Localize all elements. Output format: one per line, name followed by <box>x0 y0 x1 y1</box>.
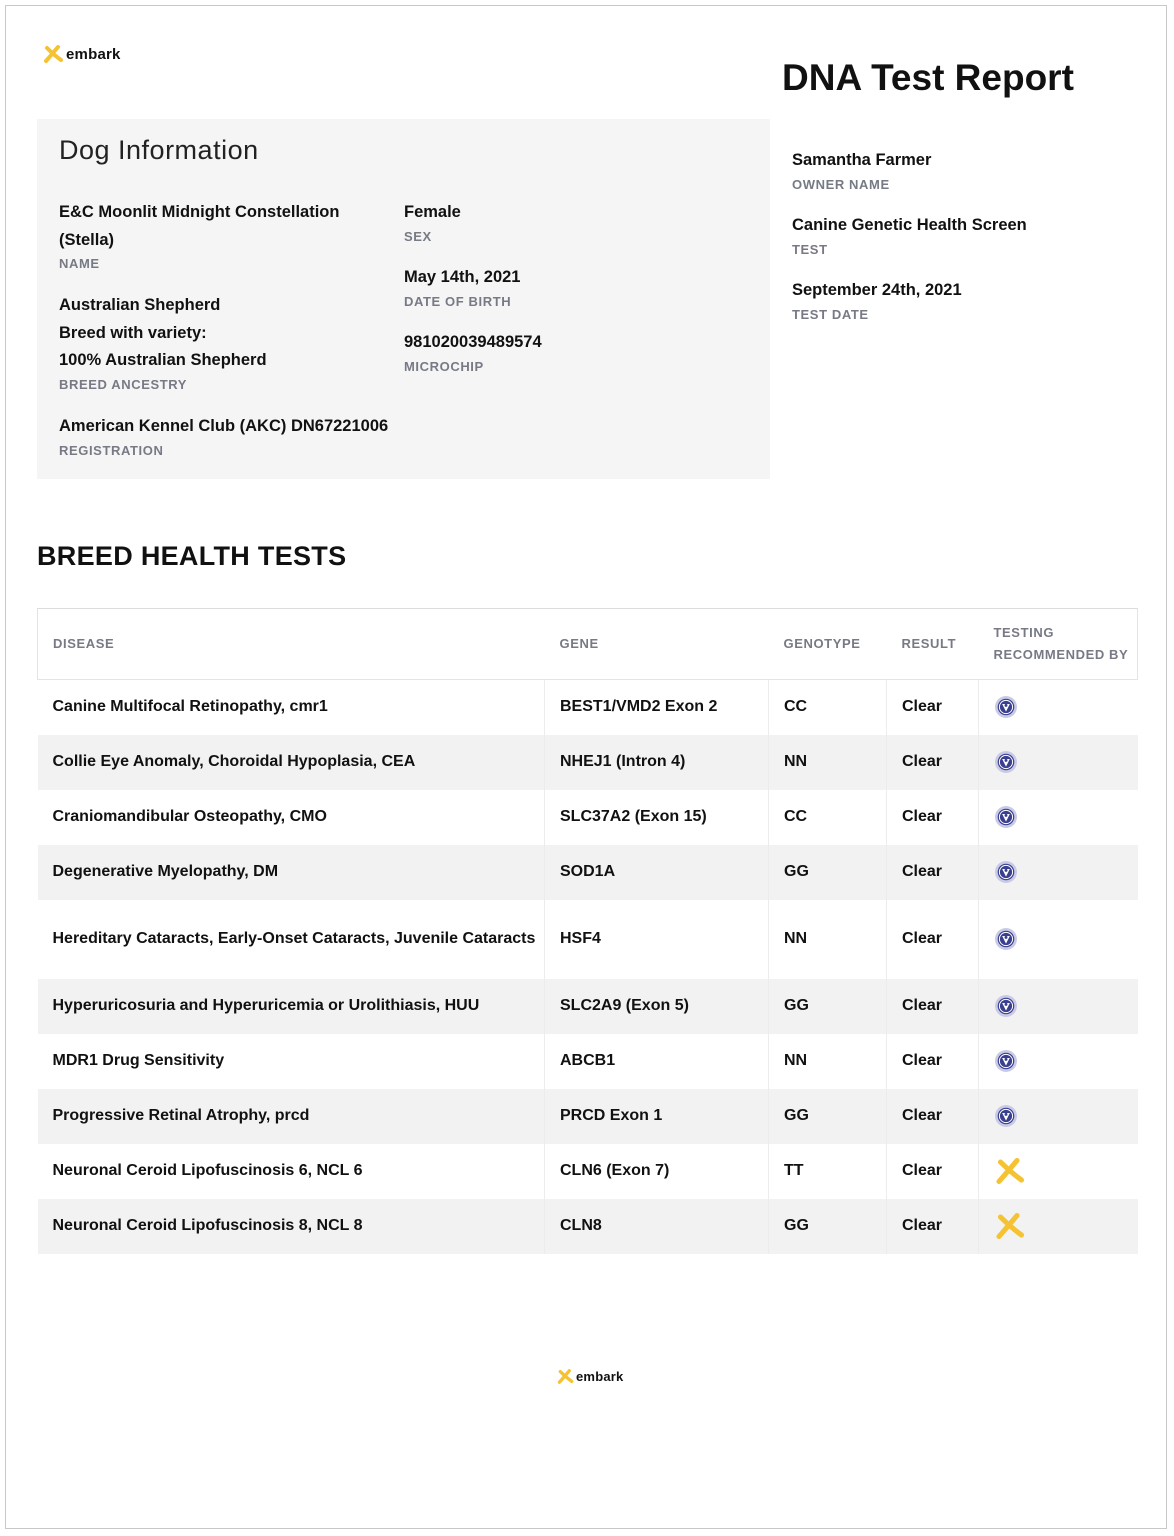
sex-field <box>404 199 461 245</box>
gene-cell: NHEJ1 (Intron 4) <box>545 735 769 790</box>
test-field <box>792 212 1027 258</box>
date-of-birth-value: May 14th, 2021 <box>404 268 521 286</box>
registration-value: American Kennel Club (AKC) DN67221006 <box>59 417 389 435</box>
column-header-gene: GENE <box>545 609 769 680</box>
disease-cell: Craniomandibular Osteopathy, CMO <box>38 790 545 845</box>
result-cell: Clear <box>887 1089 979 1144</box>
dog-information-card <box>37 119 770 479</box>
report-title: DNA Test Report <box>782 57 1074 98</box>
column-header-genotype: GENOTYPE <box>769 609 887 680</box>
column-header-disease: DISEASE <box>38 609 545 680</box>
date-of-birth-label: DATE OF BIRTH <box>404 293 512 309</box>
genotype-cell: GG <box>769 1089 887 1144</box>
table-row <box>38 979 1138 1034</box>
gene-cell: PRCD Exon 1 <box>545 1089 769 1144</box>
disease-cell: Hereditary Cataracts, Early-Onset Cataracts, Juvenile Cataracts <box>38 900 545 979</box>
disease-cell: Neuronal Ceroid Lipofuscinosis 8, NCL 8 <box>38 1199 545 1254</box>
test-date-label: TEST DATE <box>792 306 869 322</box>
column-header-recommended-by <box>979 609 1138 680</box>
genotype-cell: GG <box>769 1199 887 1254</box>
disease-cell: Hyperuricosuria and Hyperuricemia or Urolithiasis, HUU <box>38 979 545 1034</box>
disease-cell: MDR1 Drug Sensitivity <box>38 1034 545 1089</box>
breed-club-seal-icon <box>994 1107 1018 1124</box>
genotype-cell: TT <box>769 1144 887 1199</box>
recommended-by-cell <box>979 845 1138 900</box>
breed-club-seal-icon <box>994 1052 1018 1069</box>
genotype-cell: GG <box>769 845 887 900</box>
embark-footer-logo <box>557 1368 623 1385</box>
result-cell: Clear <box>887 1199 979 1254</box>
recommended-by-cell <box>979 900 1138 979</box>
genotype-cell: CC <box>769 790 887 845</box>
table-row <box>38 1199 1138 1254</box>
result-cell: Clear <box>887 790 979 845</box>
owner-name-label: OWNER NAME <box>792 176 890 192</box>
table-row <box>38 1089 1138 1144</box>
gene-cell: SOD1A <box>545 845 769 900</box>
gene-cell: HSF4 <box>545 900 769 979</box>
dog-name-value-line2: (Stella) <box>59 230 115 249</box>
embark-logo-icon <box>557 1368 575 1385</box>
recommended-by-cell <box>979 790 1138 845</box>
breed-club-seal-icon <box>994 997 1018 1014</box>
breed-ancestry-field <box>59 292 267 393</box>
table-row <box>38 1034 1138 1089</box>
gene-cell: BEST1/VMD2 Exon 2 <box>545 680 769 735</box>
genotype-cell: CC <box>769 680 887 735</box>
date-of-birth-field <box>404 264 520 310</box>
recommended-by-cell <box>979 979 1138 1034</box>
disease-cell: Neuronal Ceroid Lipofuscinosis 6, NCL 6 <box>38 1144 545 1199</box>
table-row <box>38 1144 1138 1199</box>
owner-name-value: Samantha Farmer <box>792 151 932 169</box>
recommended-by-cell <box>979 1034 1138 1089</box>
recommended-by-cell <box>979 1144 1138 1199</box>
test-value: Canine Genetic Health Screen <box>792 216 1027 234</box>
breed-club-seal-icon <box>994 863 1018 880</box>
table-row <box>38 900 1138 979</box>
table-row <box>38 735 1138 790</box>
disease-cell: Progressive Retinal Atrophy, prcd <box>38 1089 545 1144</box>
gene-cell: CLN6 (Exon 7) <box>545 1144 769 1199</box>
breed-club-seal-icon <box>994 930 1018 947</box>
result-cell: Clear <box>887 1034 979 1089</box>
sex-label: SEX <box>404 228 432 244</box>
genotype-cell: NN <box>769 735 887 790</box>
breed-health-tests-title: BREED HEALTH TESTS <box>37 541 347 571</box>
genotype-cell: NN <box>769 1034 887 1089</box>
owner-name-field <box>792 147 931 193</box>
result-cell: Clear <box>887 735 979 790</box>
result-cell: Clear <box>887 845 979 900</box>
test-date-value: September 24th, 2021 <box>792 281 962 299</box>
recommended-by-cell <box>979 680 1138 735</box>
embark-logo-icon <box>43 44 65 64</box>
table-row <box>38 790 1138 845</box>
recommended-by-cell <box>979 1089 1138 1144</box>
report-page <box>5 5 1167 1529</box>
result-cell: Clear <box>887 979 979 1034</box>
embark-logo-icon <box>994 1217 1028 1234</box>
breed-value-line2: Breed with variety: <box>59 323 207 342</box>
gene-cell: ABCB1 <box>545 1034 769 1089</box>
recommended-by-cell <box>979 1199 1138 1254</box>
gene-cell: SLC37A2 (Exon 15) <box>545 790 769 845</box>
breed-club-seal-icon <box>994 698 1018 715</box>
table-header-row <box>38 609 1138 680</box>
recommended-header-line2: RECOMMENDED BY <box>993 647 1129 662</box>
gene-cell: CLN8 <box>545 1199 769 1254</box>
disease-cell: Canine Multifocal Retinopathy, cmr1 <box>38 680 545 735</box>
result-cell: Clear <box>887 900 979 979</box>
recommended-header-line1: TESTING <box>993 625 1055 640</box>
genotype-cell: NN <box>769 900 887 979</box>
dog-information-title: Dog Information <box>59 135 259 165</box>
disease-cell: Degenerative Myelopathy, DM <box>38 845 545 900</box>
dog-name-field <box>59 199 339 272</box>
test-label: TEST <box>792 241 828 257</box>
breed-club-seal-icon <box>994 808 1018 825</box>
embark-logo <box>43 44 121 64</box>
disease-cell: Collie Eye Anomaly, Choroidal Hypoplasia, CEA <box>38 735 545 790</box>
dog-name-value-line1: E&C Moonlit Midnight Constellation <box>59 203 340 221</box>
genotype-cell: GG <box>769 979 887 1034</box>
sex-value: Female <box>404 203 461 221</box>
breed-value-line3: 100% Australian Shepherd <box>59 351 267 369</box>
breed-health-tests-table <box>37 608 1138 1254</box>
result-cell: Clear <box>887 1144 979 1199</box>
microchip-label: MICROCHIP <box>404 358 484 374</box>
embark-logo-text: embark <box>66 45 121 63</box>
column-header-result: RESULT <box>887 609 979 680</box>
registration-field <box>59 413 388 459</box>
embark-logo-icon <box>994 1162 1028 1179</box>
embark-footer-logo-text: embark <box>576 1369 624 1384</box>
gene-cell: SLC2A9 (Exon 5) <box>545 979 769 1034</box>
registration-label: REGISTRATION <box>59 442 164 458</box>
breed-ancestry-label: BREED ANCESTRY <box>59 376 188 392</box>
microchip-field <box>404 329 542 375</box>
breed-value-line1: Australian Shepherd <box>59 296 221 314</box>
test-date-field <box>792 277 962 323</box>
table-row <box>38 845 1138 900</box>
dog-name-label: NAME <box>59 256 100 271</box>
microchip-value: 981020039489574 <box>404 333 542 351</box>
table-row <box>38 680 1138 735</box>
breed-club-seal-icon <box>994 753 1018 770</box>
recommended-by-cell <box>979 735 1138 790</box>
result-cell: Clear <box>887 680 979 735</box>
